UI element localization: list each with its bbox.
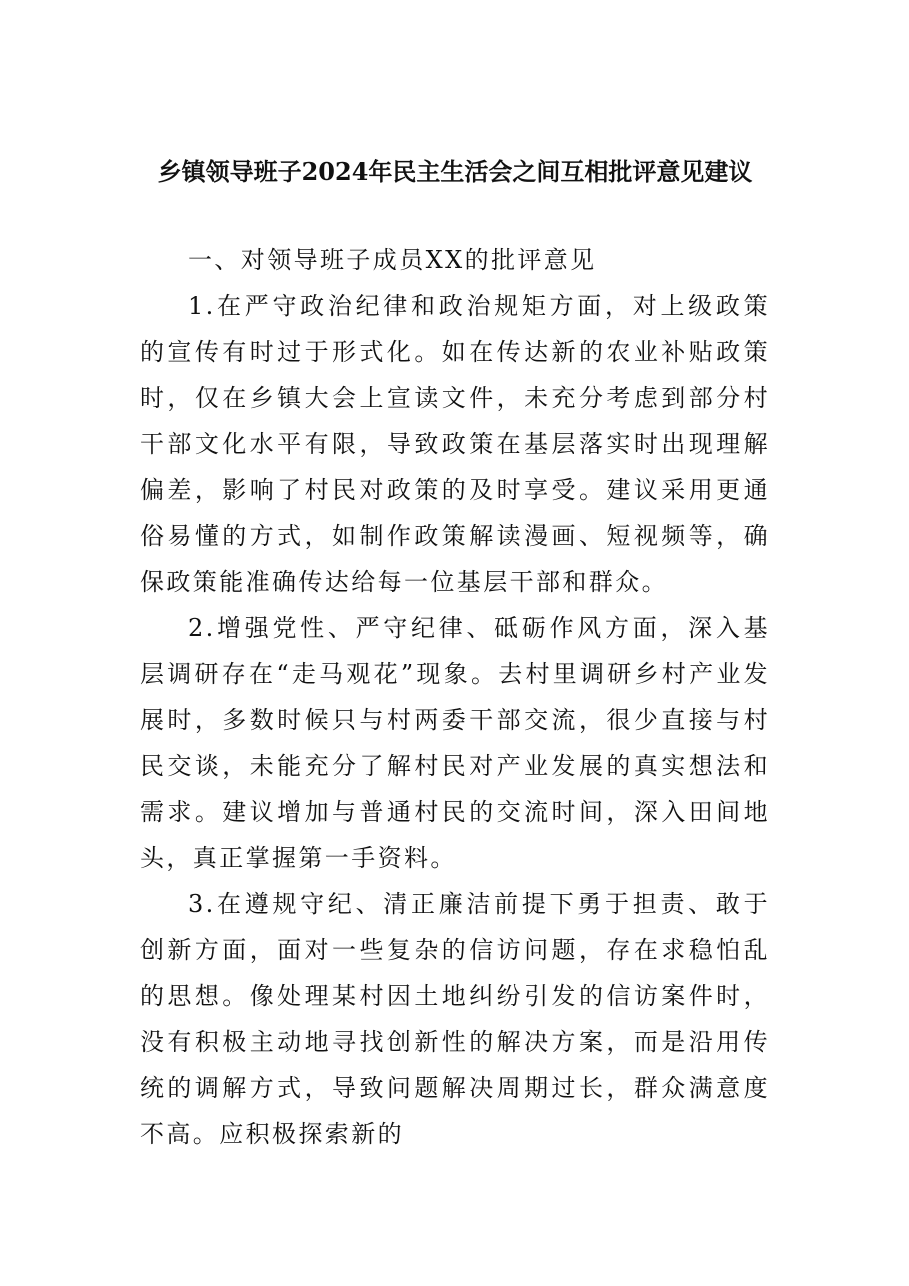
document-body [140, 237, 770, 1157]
section-heading: 一、对领导班子成员XX的批评意见 [188, 246, 597, 274]
paragraph-3: 3.在遵规守纪、清正廉洁前提下勇于担责、敢于创新方面，面对一些复杂的信访问题，存在求稳怕乱的思想。像处理某村因土地纠纷引发的信访案件时，没有积极主动地寻找创新性的解决方案，而是沿用传统的调解方式，导致问题解决周期过长，群众满意度不高。应积极探索新的 [140, 890, 770, 1148]
paragraph-2: 2.增强党性、严守纪律、砥砺作风方面，深入基层调研存在“走马观花”现象。去村里调研乡村产业发展时，多数时候只与村两委干部交流，很少直接与村民交谈，未能充分了解村民对产业发展的真实想法和需求。建议增加与普通村民的交流时间，深入田间地头，真正掌握第一手资料。 [140, 614, 770, 872]
paragraph-1: 1.在严守政治纪律和政治规矩方面，对上级政策的宣传有时过于形式化。如在传达新的农业补贴政策时，仅在乡镇大会上宣读文件，未充分考虑到部分村干部文化水平有限，导致政策在基层落实时出现理解偏差，影响了村民对政策的及时享受。建议采用更通俗易懂的方式，如制作政策解读漫画、短视频等，确保政策能准确传达给每一位基层干部和群众。 [140, 292, 770, 596]
document-title: 乡镇领导班子2024年民主生活会之间互相批评意见建议 [157, 157, 753, 186]
